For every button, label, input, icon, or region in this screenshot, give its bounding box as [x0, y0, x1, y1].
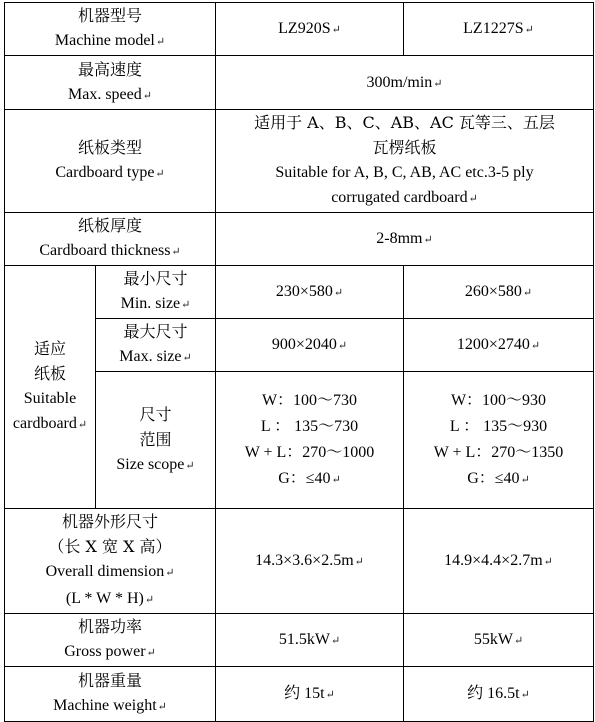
label-en: Max. size [119, 348, 182, 365]
label-zh-line-2: （长 X 宽 X 高） [48, 537, 172, 556]
label-en: Max. speed [68, 85, 142, 103]
paragraph-mark-icon [544, 555, 553, 568]
value-dimension-lz1227s: 14.9×4.4×2.7m ↵ [404, 509, 594, 614]
paragraph-mark-icon [469, 193, 478, 205]
paragraph-mark-icon [332, 474, 341, 486]
label-zh: 最小尺寸 [123, 269, 188, 288]
label-en: Machine model [54, 32, 155, 49]
value-scope-lz920s [216, 372, 404, 509]
label-machine-model [5, 3, 216, 56]
label-overall-dimension [5, 509, 216, 614]
label-zh-line-1: 适应 [33, 339, 66, 358]
scope-width-plus-length: W + L：270～1000 [244, 443, 375, 461]
paragraph-mark-icon [156, 36, 165, 48]
scope-width: W：100～930 [450, 391, 547, 409]
paragraph-mark-icon [181, 299, 190, 311]
row-overall-dimension [5, 509, 594, 614]
label-cardboard-type [5, 110, 216, 213]
paragraph-mark-icon [326, 688, 335, 701]
label-en-line-1: Overall dimension [45, 563, 165, 580]
paragraph-mark-icon [521, 688, 530, 701]
paragraph-mark-icon [338, 339, 347, 352]
label-machine-weight [5, 667, 216, 722]
scope-length: L ： 135～930 [449, 417, 548, 435]
row-cardboard-thickness [5, 213, 594, 266]
label-zh-line-2: 范围 [139, 429, 172, 449]
row-max-speed [5, 56, 594, 110]
paragraph-mark-icon [531, 339, 540, 352]
value-max-lz1227s: 1200×2740 ↵ [404, 319, 594, 372]
label-zh: 机器功率 [77, 617, 142, 636]
scope-length: L ： 135～730 [260, 417, 359, 435]
value-min-lz920s: 230×580 ↵ [216, 266, 404, 319]
value-weight-lz920s: 约 15t ↵ [216, 667, 404, 722]
row-min-size [5, 266, 594, 319]
value-scope-lz1227s [404, 372, 594, 509]
paragraph-mark-icon [433, 77, 442, 90]
row-gross-power [5, 614, 594, 667]
paragraph-mark-icon [78, 419, 87, 431]
paragraph-mark-icon [165, 567, 174, 579]
paragraph-mark-icon [171, 246, 180, 258]
label-gross-power [5, 614, 216, 667]
paragraph-mark-icon [334, 286, 343, 299]
value-zh-line-1: 适用于 A、B、C、AB、AC 瓦等三、五层 [254, 113, 555, 132]
paragraph-mark-icon [424, 233, 433, 246]
value-lz1227s: LZ1227S ↵ [404, 3, 594, 56]
label-zh: 机器型号 [77, 6, 142, 25]
label-en: Size scope [116, 455, 185, 473]
paragraph-mark-icon [147, 647, 156, 659]
value-power-lz1227s: 55kW ↵ [404, 614, 594, 667]
label-en: Min. size [120, 295, 181, 312]
paragraph-mark-icon [185, 460, 194, 472]
paragraph-mark-icon [331, 634, 340, 647]
label-en: Gross power [64, 643, 146, 660]
scope-gap: G：≤40 [467, 469, 520, 487]
value-max-lz920s: 900×2040 ↵ [216, 319, 404, 372]
row-machine-model [5, 3, 594, 56]
label-zh: 最高速度 [77, 59, 142, 79]
scope-width-plus-length: W + L：270～1350 [433, 443, 564, 461]
row-machine-weight [5, 667, 594, 722]
value-min-lz1227s: 260×580 ↵ [404, 266, 594, 319]
label-size-scope [96, 372, 216, 509]
value-en-line-2: corrugated cardboard [331, 189, 468, 206]
label-cardboard-thickness [5, 213, 216, 266]
label-zh: 纸板厚度 [77, 216, 142, 235]
label-en: Machine weight [53, 697, 157, 714]
value-max-speed: 300m/min ↵ [216, 56, 594, 110]
scope-width: W：100～730 [261, 391, 358, 409]
value-en-line-1: Suitable for A, B, C, AB, AC etc.3-5 ply [275, 164, 534, 181]
paragraph-mark-icon [521, 474, 530, 486]
value-lz920s: LZ920S ↵ [216, 3, 404, 56]
label-min-size [96, 266, 216, 319]
paragraph-mark-icon [143, 90, 152, 102]
value-cardboard-thickness: 2-8mm ↵ [216, 213, 594, 266]
paragraph-mark-icon [155, 168, 164, 180]
label-en-line-2: cardboard [12, 415, 77, 432]
label-en-line-1: Suitable [23, 390, 77, 407]
value-dimension-lz920s: 14.3×3.6×2.5m ↵ [216, 509, 404, 614]
paragraph-mark-icon [332, 23, 341, 36]
paragraph-mark-icon [514, 634, 523, 647]
label-en-line-2: (L * W * H) [65, 590, 144, 607]
label-en: Cardboard thickness [39, 242, 171, 259]
paragraph-mark-icon [525, 23, 534, 36]
label-zh-line-2: 纸板 [33, 364, 66, 383]
scope-gap: G：≤40 [278, 469, 331, 487]
label-zh-line-1: 尺寸 [139, 404, 172, 424]
label-zh: 最大尺寸 [123, 322, 188, 341]
value-cardboard-type [216, 110, 594, 213]
value-weight-lz1227s: 约 16.5t ↵ [404, 667, 594, 722]
value-power-lz920s: 51.5kW ↵ [216, 614, 404, 667]
spec-table [4, 2, 594, 722]
paragraph-mark-icon [355, 555, 364, 568]
row-cardboard-type [5, 110, 594, 213]
label-zh-line-1: 机器外形尺寸 [61, 512, 158, 531]
label-en: Cardboard type [55, 164, 155, 181]
paragraph-mark-icon [145, 594, 154, 606]
label-zh: 机器重量 [77, 671, 142, 690]
paragraph-mark-icon [158, 701, 167, 713]
label-max-speed [5, 56, 216, 110]
paragraph-mark-icon [182, 352, 191, 364]
label-max-size [96, 319, 216, 372]
label-suitable-cardboard [5, 266, 96, 509]
value-zh-line-2: 瓦楞纸板 [372, 138, 437, 157]
label-zh: 纸板类型 [77, 138, 142, 157]
paragraph-mark-icon [523, 286, 532, 299]
